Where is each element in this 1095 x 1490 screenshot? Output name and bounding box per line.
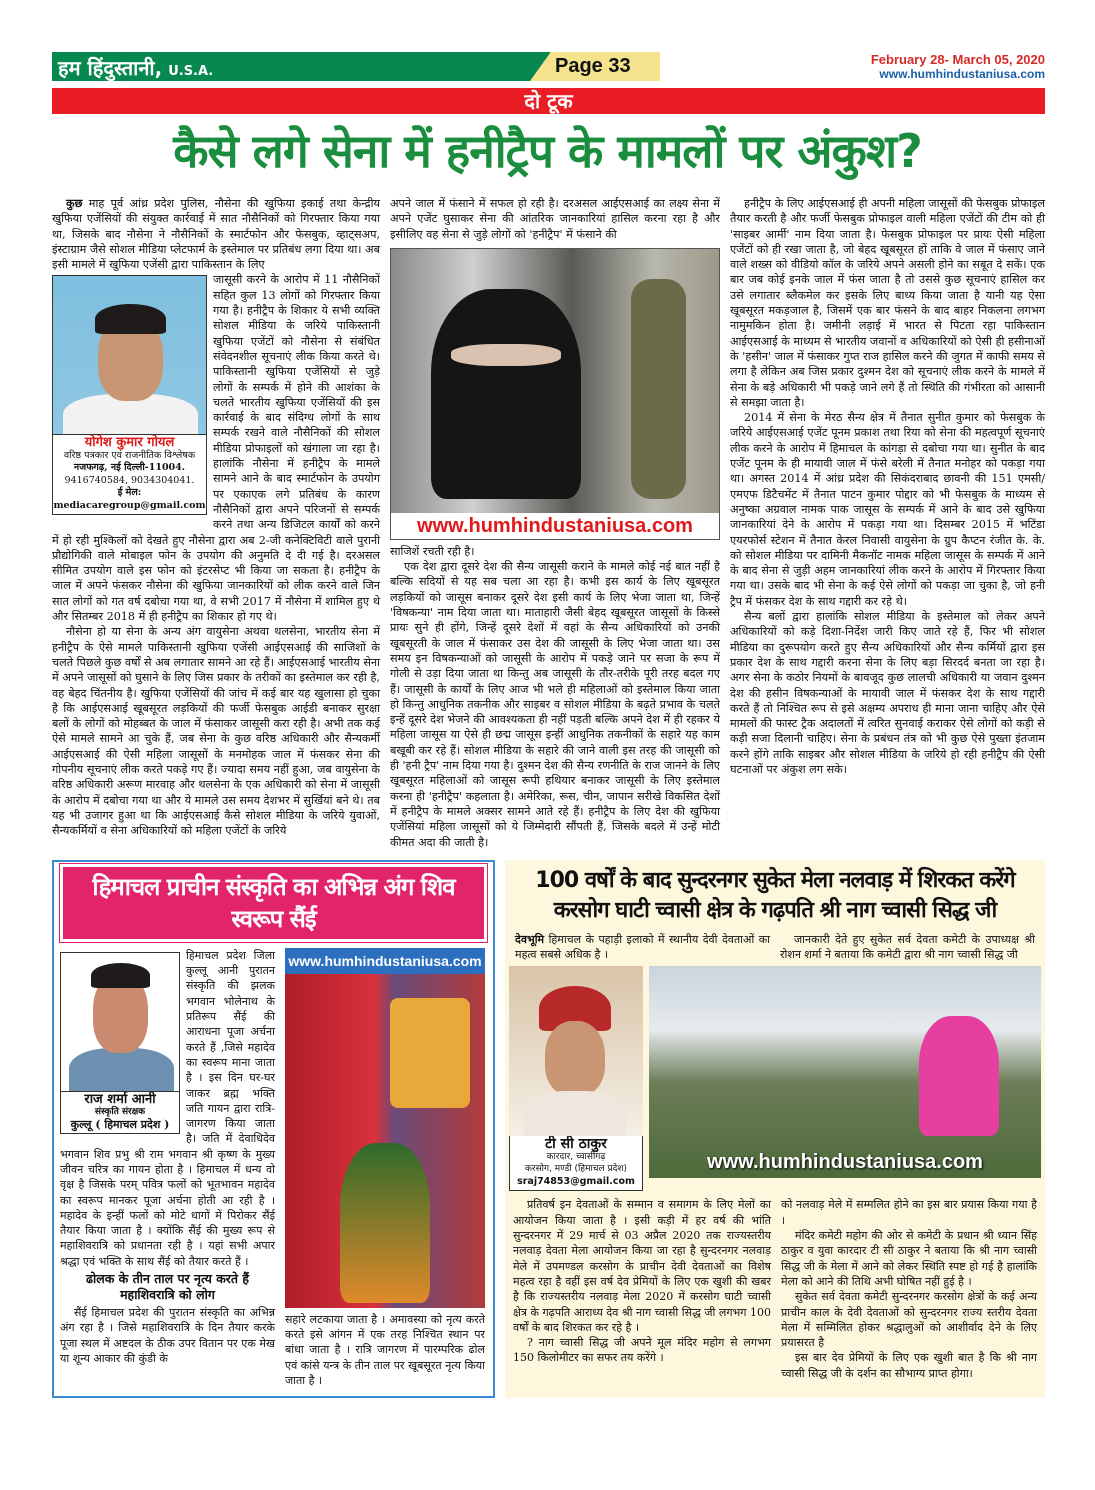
page-number: Page 33 [555,55,631,77]
author-email[interactable]: ई मेल: mediacaregroup@gmail.com [53,487,206,511]
paragraph: एक देश द्वारा दूसरे देश की सैन्य जासूसी कराने के मामले कोई नई बात नहीं है बल्कि सदियों से यह सब चला आ रहा है। कभी इस कार्य के लिए खूबसूरत लड़कियों को जासूस बनाकर दूसरे देश इसी कार्य के लिए भेजा जाता था, जिन्हें 'विषकन्या' नाम दिया जाता था। माताहारी जैसी बेहद खूबसूरत जासूसों के किस्से प्रायः सुने ही होंगे, जिन्हें दूसरे देशों में वहां के सैन्य अधिकारियों को उनकी खूबसूरती के जाल में फंसाकर उस देश की जासूसी के लिए भेजा जाता था। उस समय इन विषकन्याओं को जासूसी के आरोप में पकड़े जाने पर सजा के रूप में गोली से उड़ा दिया जाता था किन्तु अब जासूसी के तौर-तरीके पूरी तरह बदल गए हैं। जासूसी के कार्यों के लिए आज भी भले ही महिलाओं को इस्तेमाल किया जाता हो किन्तु आधुनिक तकनीक और साइबर व सोशल मीडिया के बढ़ते प्रभाव के चलते इन्हें दूसरे देश भेजने की आवश्यकता ही नहीं पड़ती बल्कि अपने देश में ही रहकर ये महिला जासूस या ऐसे ही छद्म जासूस इन्हीं आधुनिक तकनीकों के सहारे यह काम बखूबी कर रहे हैं। सोशल मीडिया के सहारे की जाने वाली इस तरह की जासूसी को ही 'हनी ट्रैप' नाम दिया गया है। दुश्मन देश की सैन्य रणनीति के राज जानने के लिए खूबसूरत महिलाओं को जासूस रूपी हथियार बनाकर जासूसी के लिए इस्तेमाल करना ही 'हनीट्रैप' कहलाता है। अमेरिका, रूस, चीन, जापान सरीखे विकसित देशों में हनीट्रैप के मामले अक्सर सामने आते रहे हैं। हनीट्रैप के लिए देश की खुफिया एजेंसियां महिला जासूसों को ये जिम्मेदारी सौंपती हैं, जिसके बदले में उन्हें मोटी कीमत अदा की जाती है। [390,560,720,849]
paragraph: अपने जाल में फंसाने में सफल हो रही है। दरअसल आईएसआई का लक्ष्य सेना में अपने एजेंट घुसाकर सेना की आंतरिक जानकारियां हासिल करना रहा है और इसीलिए वह सेना से जुड़े लोगों को 'हनीट्रैप' में फंसाने की [390,197,720,241]
paragraph: जानकारी देते हुए सुकेत सर्व देवता कमेटी के उपाध्यक्ष श्री रोशन शर्मा ने बताया कि कमेटी द्वारा श्री नाग च्वासी सिद्ध जी [780,932,1035,962]
article-column-1 [52,196,380,838]
main-article [52,196,1045,850]
paragraph: ? नाग च्वासी सिद्ध जी अपने मूल मंदिर महोग से लगभग 150 किलोमीटर का सफर तय करेंगे । [513,1336,771,1365]
author-photo [60,952,180,1092]
paragraph: इस बार देव प्रेमियों के लिए एक खुशी बात है कि श्री नाग च्वासी सिद्ध जी के दर्शन का सौभाग्य प्राप्त होगा। [781,1351,1037,1380]
author-name: टी सी ठाकुर [545,1136,607,1153]
paragraph: प्रतिवर्ष इन देवताओं के सम्मान व समागम के लिए मेलों का आयोजन किया जाता है । इसी कड़ी में हर वर्ष की भांति सुन्दरनगर में 29 मार्च से 03 अप्रैल 2020 तक राज्यस्तरीय नलवाड़ देवता मेला आयोजन किया जा रहा है सुन्दरनगर नलवाड़ मेले में उपमण्डल करसोग के प्राचीन देवी देवताओं का विशेष महत्व रहा है वहीं इस वर्ष देव प्रेमियों के लिए एक खुशी की खबर है कि राज्यस्तरीय नलवाड़ मेला 2020 में करसोग घाटी च्वासी क्षेत्र के गढ़पति आराध्य देव श्री नाग च्वासी सिद्ध जी लगभग 100 वर्षों के बाद शिरकत कर रहे है । [513,1198,771,1334]
page-header [0,0,1095,116]
author-photo [52,275,207,435]
story-box-naag-chwasi [505,860,1045,1398]
paragraph: को नलवाड़ मेले में सम्मलित होने का इस बार प्रयास किया गया है । [781,1198,1037,1227]
lead-word: कुछ [66,196,83,210]
story-column [781,1197,1037,1381]
author-place: करसोग, मण्डी (हिमाचल प्रदेश) [524,1164,627,1175]
author-name: योगेश कुमार गोयल [84,435,175,451]
author-photo [509,966,643,1136]
story-column [285,948,485,1388]
story-subheading: ढोलक के तीन ताल पर नृत्य करते हैं महाशिवरात्रि को लोग [85,1271,250,1303]
lead-word: देवभूमि [515,932,545,946]
story-headline: हिमाचल प्राचीन संस्कृति का अभिन्न अंग शिव स्वरूप सैंई [60,864,487,942]
story-column [60,948,275,1366]
author-place: कुल्लू ( हिमाचल प्रदेश ) [70,1117,170,1131]
story-column [780,932,1035,963]
author-role: संस्कृति संरक्षक [94,1107,146,1118]
story-column [513,1197,771,1365]
paragraph: साजिशें रचती रही है। [390,544,475,558]
masthead-suffix: U.S.A. [168,64,214,79]
paragraph: माह पूर्व आंध्र प्रदेश पुलिस, नौसेना की खुफिया इकाई तथा केन्द्रीय खुफिया एजेंसियों की संयुक्त कार्रवाई में सात नौसैनिकों को गिरफ्तार किया गया था, जिसके बाद नौसेना ने नौसैनिकों के स्मार्टफोन और फेसबुक, व्हाट्सअप, इंस्टाग्राम जैसे सोशल मीडिया प्लेटफार्म के इस्तेमाल पर प्रतिबंध लगा दिया था। अब इसी मामले में खुफिया एजेंसी द्वारा पाकिस्तान के लिए [52,197,381,272]
section-banner: दो टूक [52,88,1045,114]
author-role: वरिष्ठ पत्रकार एवं राजनीतिक विश्लेषक [63,449,196,461]
paragraph: सैन्य बलों द्वारा हालांकि सोशल मीडिया के इस्तेमाल को लेकर अपने अधिकारियों को कड़े दिशा-निर्देश जारी किए जाते रहे हैं, फिर भी सोशल मीडिया का दुरूपयोग करते हुए सैन्य अधिकारियों और सैन्य कर्मियों द्वारा इस प्रकार देश के साथ गद्दारी करना सेना के लिए बड़ा सिरदर्द बनता जा रहा है। अगर सेना के कठोर नियमों के बावजूद कुछ लालची अधिकारी या जवान दुश्मन देश की हसीन विषकन्याओं के मायावी जाल में फंसकर देश के साथ गद्दारी करते हैं तो निश्चित रूप से इसे अक्षम्य अपराध ही माना जाना चाहिए और ऐसे मामलों की फास्ट ट्रैक अदालतों में त्वरित सुनवाई कराकर ऐसे लोगों को कड़ी से कड़ी सजा दिलानी चाहिए। सेना के प्रबंधन तंत्र को भी कुछ ऐसे पुख्ता इंतजाम करने होंगे ताकि साइबर और सोशल मीडिया के जरिये हो रही हनीट्रैप की ऐसी घटनाओं पर अंकुश लग सके। [730,610,1045,776]
article-column-3 [730,196,1045,777]
author-box [52,275,207,515]
honeytrap-image [390,248,720,540]
masthead [58,54,213,81]
author-phone: 9416740584, 9034304041. [64,474,195,486]
paragraph: हिमाचल के पहाड़ी इलाको में स्थानीय देवी देवताओं का महत्व सबसे अधिक है । [515,932,770,962]
website-link[interactable]: www.humhindustaniusa.com [879,67,1045,81]
author-box [509,966,643,1191]
paragraph: नौसेना हो या सेना के अन्य अंग वायुसेना अथवा थलसेना, भारतीय सेना में हनीट्रैप के ऐसे मामले पाकिस्तानी खुफिया एजेंसी आईएसआई की साजिशों के चलते पिछले कुछ वर्षों से अब लगातार सामने आ रहे हैं। आईएसआई भारतीय सेना में अपने जासूसों को घुसाने के लिए जिस प्रकार के तरीकों का इस्तेमाल कर रही है, वह बेहद चिंतनीय है। खुफिया एजेंसियों की जांच में कई बार यह खुलासा हो चुका है कि आईएसआई खूबसूरत लड़कियों की फर्जी फेसबुक आईडी बनाकर सुरक्षा बलों के लोगों को मोहब्बत के जाल में फंसाकर जासूसी करा रही है। अभी तक कई ऐसे मामले सामने आ चुके हैं, जब सेना के कुछ वरिष्ठ अधिकारी और सैन्यकर्मी आईएसआई की ऐसी महिला जासूसों के मनमोहक जाल में फंसकर सेना की गोपनीय सूचनाएं लीक करते पकड़े गए हैं। ज्यादा समय नहीं हुआ, जब वायुसेना के वरिष्ठ अधिकारी अरूण मारवाह और थलसेना के एक अधिकारी को सेना में जासूसी के आरोप में दबोचा गया था और ये मामले उस समय देशभर में सुर्खियां बने थे। तब यह भी उजागर हुआ था कि आईएसआई कैसे सोशल मीडिया के जरिये युवाओं, सैन्यकर्मियों व सेना अधिकारियों को महिला एजेंटों के जरिये [52,625,380,838]
story-box-sainyi [52,860,495,1398]
story-headline-line-2: करसोग घाटी च्वासी क्षेत्र के गढ़पति श्री नाग च्वासी सिद्ध जी [553,897,997,923]
main-headline: कैसे लगे सेना में हनीट्रैप के मामलों पर अंकुश? [173,124,922,178]
image-watermark: www.humhindustaniusa.com [391,513,719,539]
paragraph: मंदिर कमेटी महोग की ओर से कमेटी के प्रधान श्री ध्यान सिंह ठाकुर व युवा कारदार टी सी ठाकुर ने बताया कि श्री नाग च्वासी सिद्ध जी के मेला में आने को लेकर स्थिति स्पष्ट हो गई है हालांकि मेला को आने की तिथि अभी घोषित नहीं हुई है । [781,1229,1037,1288]
issue-date: February 28- March 05, 2020 [870,52,1045,67]
paragraph: 2014 में सेना के मेरठ सैन्य क्षेत्र में तैनात सुनीत कुमार को फेसबुक के जरिये आईएसआई एजेंट पूनम प्रकाश तथा रिया को सेना की महत्वपूर्ण सूचनाएं लीक करने के आरोप में हिमाचल के कांगड़ा से दबोचा गया था। सुनीत के बाद एजेंट पूनम के ही मायावी जाल में फंसे बरेली में तैनात मनोहर को पकड़ा गया था। अगस्त 2014 में आंध्र प्रदेश की सिकंदराबाद छावनी की 151 एमसी/एमएफ डिटैचमेंट में तैनात पाटन कुमार पोद्दार को भी फेसबुक के माध्यम से अनुष्का अग्रवाल नामक पाक जासूस के सम्पर्क में आने के बाद उसे खुफिया जानकारियां देने के आरोप में पकड़ा गया था। दिसम्बर 2015 में भटिंडा एयरफोर्स स्टेशन में तैनात केरल निवासी वायुसेना के ग्रुप कैप्टन रंजीत के. के. को सोशल मीडिया पर दामिनी मैकनॉट नामक महिला जासूस के सम्पर्क में आने के बाद सेना से जुड़ी अहम जानकारियां लीक करने के आरोप में गिरफ्तार किया गया था। उसके बाद भी सेना के कई ऐसे लोगों को पकड़ा जा चुका है, जो हनी ट्रैप में फंसकर देश के साथ गद्दारी कर रहे थे। [730,411,1045,608]
naag-devta-image [649,966,1041,1178]
story-column [515,932,770,963]
paragraph: सुकेत सर्व देवता कमेटी सुन्दरनगर करसोग क्षेत्रों के कई अन्य प्राचीन काल के देवी देवताओं को सुन्दरनगर राज्य स्तरीय देवता मेला में सम्मिलित होकर श्रद्धालुओं को आशीर्वाद देने के लिए प्रयासरत है [781,1290,1037,1350]
author-name: राज शर्मा आनी [84,1091,156,1107]
masthead-title: हम हिंदुस्तानी, [58,56,163,80]
sainyi-shrine-image [285,948,485,1308]
paragraph: हनीट्रैप के लिए आईएसआई ही अपनी महिला जासूसों की फेसबुक प्रोफाइल तैयार करती है और फर्जी फेसबुक प्रोफाइल वाली महिला एजेंटों की टीम को ही 'साइबर आर्मी' नाम दिया जाता है। फेसबुक प्रोफाइल पर प्रायः ऐसी महिला एजेंटों को ही रखा जाता है, जो बेहद खूबसूरत हों ताकि वे जाल में फंसाए जाने वाले शख्स को वीडियो कॉल के जरिये अपने असली होने का सबूत दे सकें। एक बार जब कोई इनके जाल में फंस जाता है तो उससे कुछ सूचनाएं हासिल कर उसे लगातार ब्लैकमेल कर इसके लिए बाध्य किया जाता है यानी यह ऐसा खूबसूरत मकड़जाल है, जिसमें एक बार फंसने के बाद बाहर निकलना लगभग नामुमकिन होता है। जमीनी लड़ाई में भारत से पिटता रहा पाकिस्तान आईएसआई के माध्यम से भारतीय जवानों व अधिकारियों को ऐसी ही हसीनाओं के 'हसीन' जाल में फंसाकर गुप्त राज हासिल करने की जुगत में काफी समय से लगा है लेकिन अब जिस प्रकार दुश्मन देश को सूचनाएं लीक करने के मामले में सेना के बड़े अधिकारी भी पकड़े जाने लगे हैं तो स्थिति की गंभीरता को आसानी से समझा जाता है। [730,197,1045,409]
author-box [60,952,180,1135]
bottom-stories [52,860,1045,1398]
paragraph: सहारे लटकाया जाता है । अमावस्या को नृत्य करते करते इसे आंगन में एक तरह निश्चित स्थान पर बांधा जाता है । रात्रि जागरण में पारम्परिक ढोल एवं कांसे यन्त्र के तीन ताल पर खूबसूरत नृत्य किया जाता है । [285,1312,485,1388]
image-watermark: www.humhindustaniusa.com [707,1151,983,1174]
author-email[interactable]: sraj74853@gmail.com [517,1175,635,1187]
paragraph: हिमाचल प्रदेश जिला कुल्लू आनी पुरातन संस्कृति की झलक भगवान भोलेनाथ के प्रतिरूप सैंई की आराधना पूजा अर्चना करते हैं ,जिसे महादेव का स्वरूप माना जाता है । इस दिन घर-घर जाकर ब्रह्म भक्ति जति गायन द्वारा रात्रि-जागरण किया जाता है। जति में देवाधिदेव भगवान शिव प्रभु श्री राम भगवान श्री कृष्ण के मुख्य जीवन चरित्र का गायन होता है । हिमाचल में धन्य वो वृक्ष है जिसके परम् पवित्र फलों को भूतभावन महादेव का स्वरूप मानकर पूजा अर्चना होती आ रही है । महादेव के इन्हीं फलों को मोटे धागों में पिरोकर सैंई तैयार किया जाता है । क्योंकि सैंई की मुख्य रूप से महाशिवरात्रि को प्रधानता रही है । यहां सभी अपार श्रद्धा एवं भक्ति के साथ सैंई को तैयार करते हैं । [60,948,275,1268]
paragraph: जासूसी करने के आरोप में 11 नौसैनिकों सहित कुल 13 लोगों को गिरफ्तार किया गया है। हनीट्रैप के शिकार ये सभी व्यक्ति सोशल मीडिया के जरिये पाकिस्तानी खुफिया एजेंटों को नौसेना से संबंधित संवेदनशील सूचनाएं लीक किया करते थे। पाकिस्तानी खुफिया एजेंसियों से जुड़े लोगों के सम्पर्क में होने की आशंका के चलते भारतीय खुफिया एजेंसियों की इस कार्रवाई के बाद संदिग्ध लोगों के साथ सम्पर्क रखने वाले नौसैनिकों की सोशल मीडिया प्रोफाइलों को खंगाला जा रहा है। हालांकि नौसेना में हनीट्रैप के मामले सामने आने के बाद स्मार्टफोन के उपयोग पर एकाएक लगे प्रतिबंध के कारण नौसैनिकों द्वारा अपने परिजनों से सम्पर्क करने तथा अन्य डिजिटल कार्यों को करने में हो रही मुश्किलों को देखते हुए नौसेना द्वारा अब 2-जी कनेक्टिविटी वाले पुरानी प्रौद्योगिकी वाले मोबाइल फोन के उपयोग की अनुमति दे दी गई है। दरअसल सीमित उपयोग वाले इस फोन को इंटरसेप्ट भी किया जा सकता है। हनीट्रैप के जाल में अपने फंसकर नौसेना की खुफिया जानकारियों को लीक करने वाले जिन सात लोगों को गत वर्ष दबोचा गया था, वे सभी 2017 में नौसेना में शामिल हुए थे और सितम्बर 2018 में ही हनीट्रैप का शिकार हो गए थे। [52,273,380,624]
paragraph: सैंई हिमाचल प्रदेश की पुरातन संस्कृति का अभिन्न अंग रहा है । जिसे महाशिवरात्रि के दिन तैयार करके पूजा स्थल में अष्टदल के ठीक उपर वितान पर एक मेख या शून्य आकार की कुंडी के [60,1306,275,1365]
article-column-2 [390,196,720,850]
author-address: नजफगढ़, नई दिल्ली-11004. [73,462,186,474]
image-watermark: www.humhindustaniusa.com [285,948,485,974]
story-headline-line-1: 100 वर्षों के बाद सुन्दरनगर सुकेत मेला नलवाड़ में शिरकत करेंगे [535,867,1015,893]
author-role: कारदार, च्वासीगढ़ [546,1151,606,1162]
